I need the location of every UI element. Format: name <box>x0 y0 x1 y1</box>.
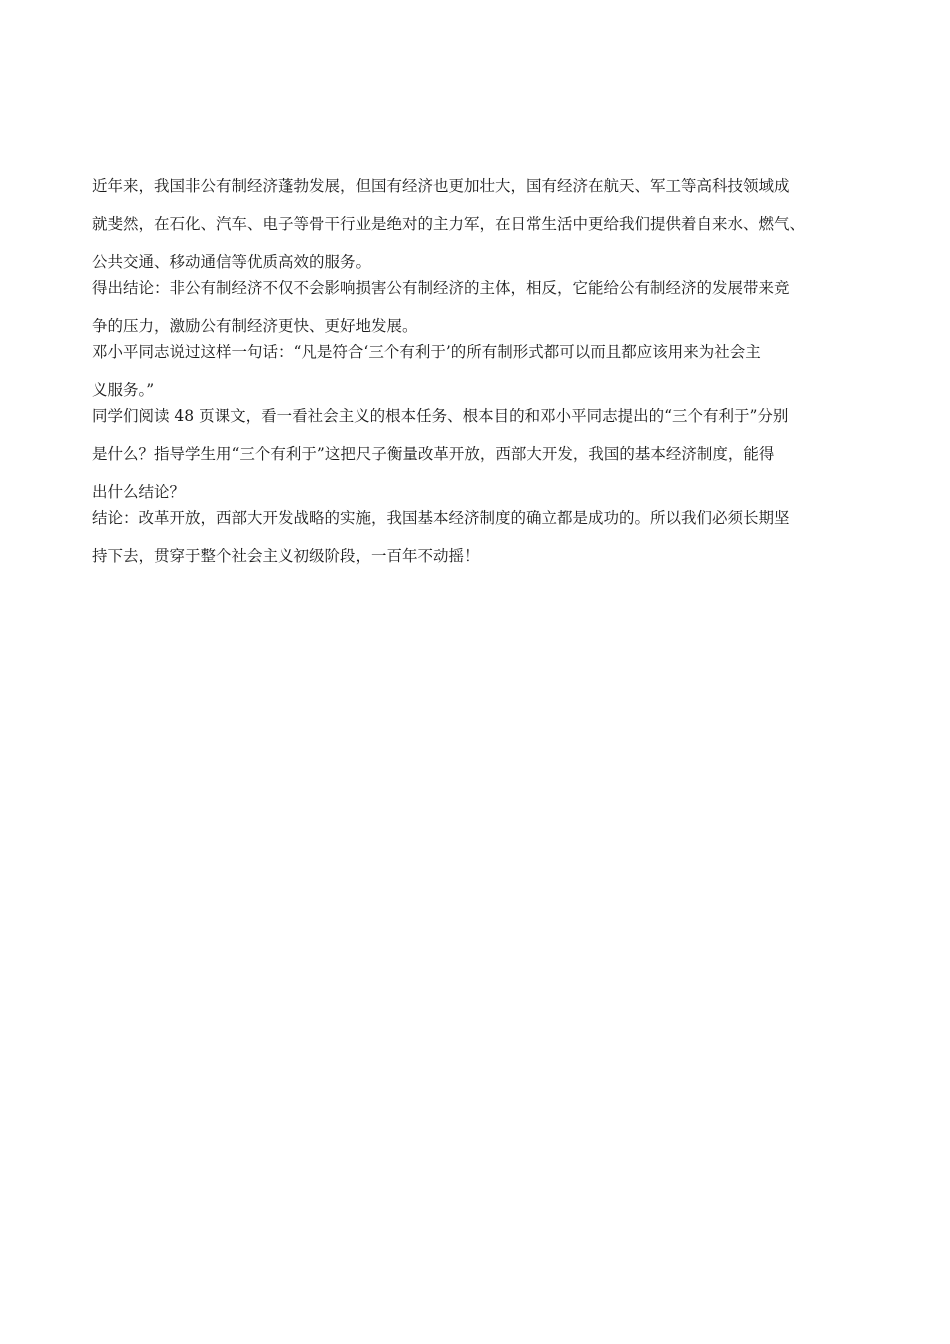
text-line: 是什么？指导学生用“三个有利于”这把尺子衡量改革开放，西部大开发，我国的基本经济制度，能得 <box>92 445 775 463</box>
text-line: 邓小平同志说过这样一句话：“凡是符合‘三个有利于’的所有制形式都可以而且都应该用来为社会主 <box>92 343 761 361</box>
paragraph-conclusion-1 <box>92 278 872 342</box>
paragraph-final-conclusion <box>92 508 872 572</box>
text-line: 得出结论：非公有制经济不仅不会影响损害公有制经济的主体，相反，它能给公有制经济的发展带来竞 <box>92 279 790 297</box>
text-line: 公共交通、移动通信等优质高效的服务。 <box>92 253 372 271</box>
text-line: 结论：改革开放，西部大开发战略的实施，我国基本经济制度的确立都是成功的。所以我们必须长期坚 <box>92 509 790 527</box>
text-line: 义服务。” <box>92 381 155 399</box>
text-line: 持下去，贯穿于整个社会主义初级阶段，一百年不动摇！ <box>92 547 480 565</box>
text-line: 就斐然，在石化、汽车、电子等骨干行业是绝对的主力军，在日常生活中更给我们提供着自来水、燃气、 <box>92 215 806 233</box>
paragraph-economy-development <box>92 176 872 278</box>
paragraph-deng-quote <box>92 342 872 406</box>
text-line: 出什么结论？ <box>92 483 186 501</box>
text-line: 近年来，我国非公有制经济蓬勃发展，但国有经济也更加壮大，国有经济在航天、军工等高科技领域成 <box>92 177 790 195</box>
paragraph-reading-task <box>92 406 872 508</box>
text-line: 争的压力，激励公有制经济更快、更好地发展。 <box>92 317 418 335</box>
document-body <box>92 176 872 572</box>
text-line: 同学们阅读 48 页课文，看一看社会主义的根本任务、根本目的和邓小平同志提出的“三个有利于”分别 <box>92 407 789 425</box>
